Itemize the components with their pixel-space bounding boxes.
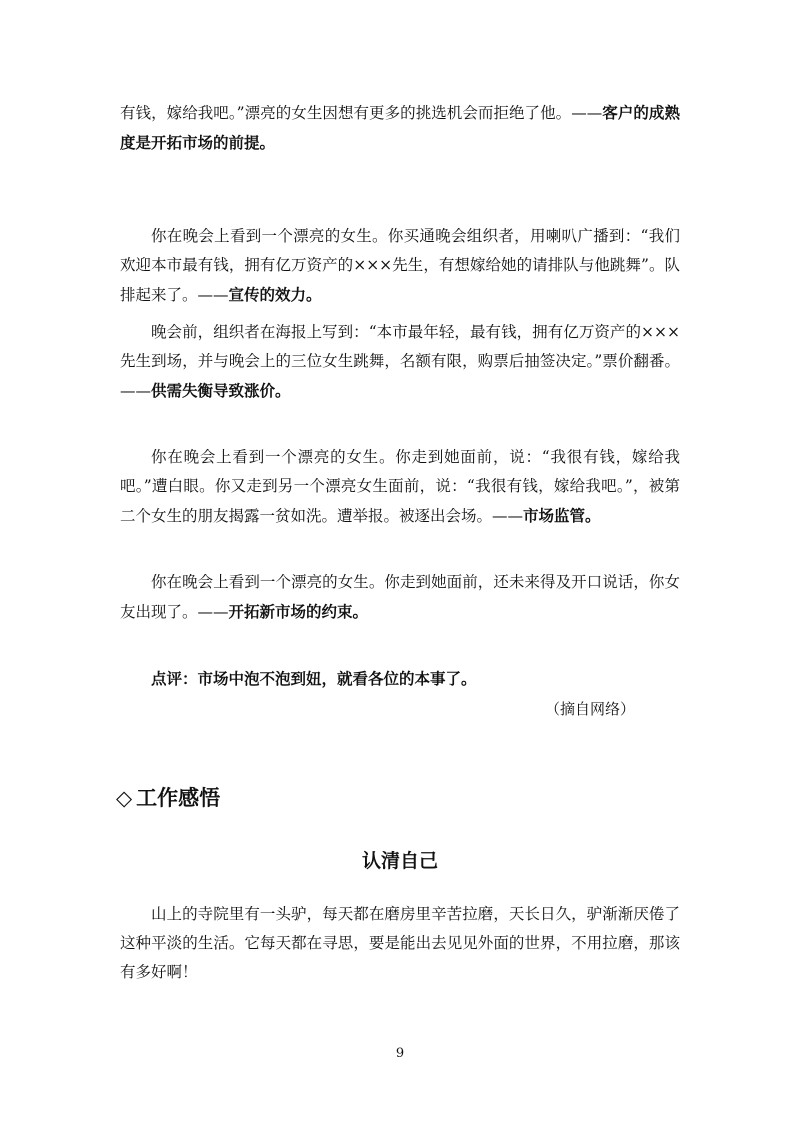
section-heading [116,782,220,812]
paragraph-text: 晚会前，组织者在海报上写到：“本市最年轻，最有钱，拥有亿万资产的×××先生到场，并与晚会上的三位女生跳舞，名额有限，购票后抽签决定。”票价翻番。—— [120,323,680,400]
paragraph-3 [120,318,680,406]
page-number: 9 [395,1046,405,1061]
paragraph-2 [120,222,680,310]
comment-text: 点评：市场中泡不泡到妞，就看各位的本事了。 [151,669,477,688]
comment [120,664,680,693]
paragraph-conclusion: 市场监管。 [523,506,601,525]
paragraph-text: 你在晚会上看到一个漂亮的女生。你走到她面前，说：“我很有钱，嫁给我吧。”遭白眼。你又走到另一个漂亮女生面前，说：“我很有钱，嫁给我吧。”，被第二个女生的朋友揭露一贫如洗。遭举报。被逐出会场。—— [120,448,680,525]
paragraph-conclusion: 客户的成熟度是开拓市场的前提。 [120,103,680,152]
paragraph-text: 你在晚会上看到一个漂亮的女生。你走到她面前，还未来得及开口说话，你女友出现了。—— [120,573,680,621]
paragraph-conclusion: 开拓新市场的约束。 [228,602,369,621]
paragraph-text: 有钱，嫁给我吧。”漂亮的女生因想有更多的挑选机会而拒绝了他。—— [120,104,603,122]
diamond-icon: ◇ [116,786,133,810]
article-paragraph-text: 山上的寺院里有一头驴，每天都在磨房里辛苦拉磨，天长日久，驴渐渐厌倦了这种平淡的生活。它每天都在寻思，要是能出去见见外面的世界，不用拉磨，那该有多好啊！ [120,905,680,981]
source-note: （摘自网络） [544,700,635,718]
paragraph-conclusion: 宣传的效力。 [228,285,322,304]
paragraph-4 [120,443,680,531]
paragraph-conclusion: 供需失衡导致涨价。 [151,381,291,400]
paragraph-text: 你在晚会上看到一个漂亮的女生。你买通晚会组织者，用喇叭广播到：“我们欢迎本市最有钱，拥有亿万资产的×××先生，有想嫁给她的请排队与他跳舞”。队排起来了。—— [120,227,680,304]
article-paragraph [120,900,680,987]
paragraph-5 [120,568,680,627]
article-title: 认清自己 [361,850,438,872]
paragraph-1 [120,98,680,158]
section-title: 工作感悟 [136,786,221,810]
